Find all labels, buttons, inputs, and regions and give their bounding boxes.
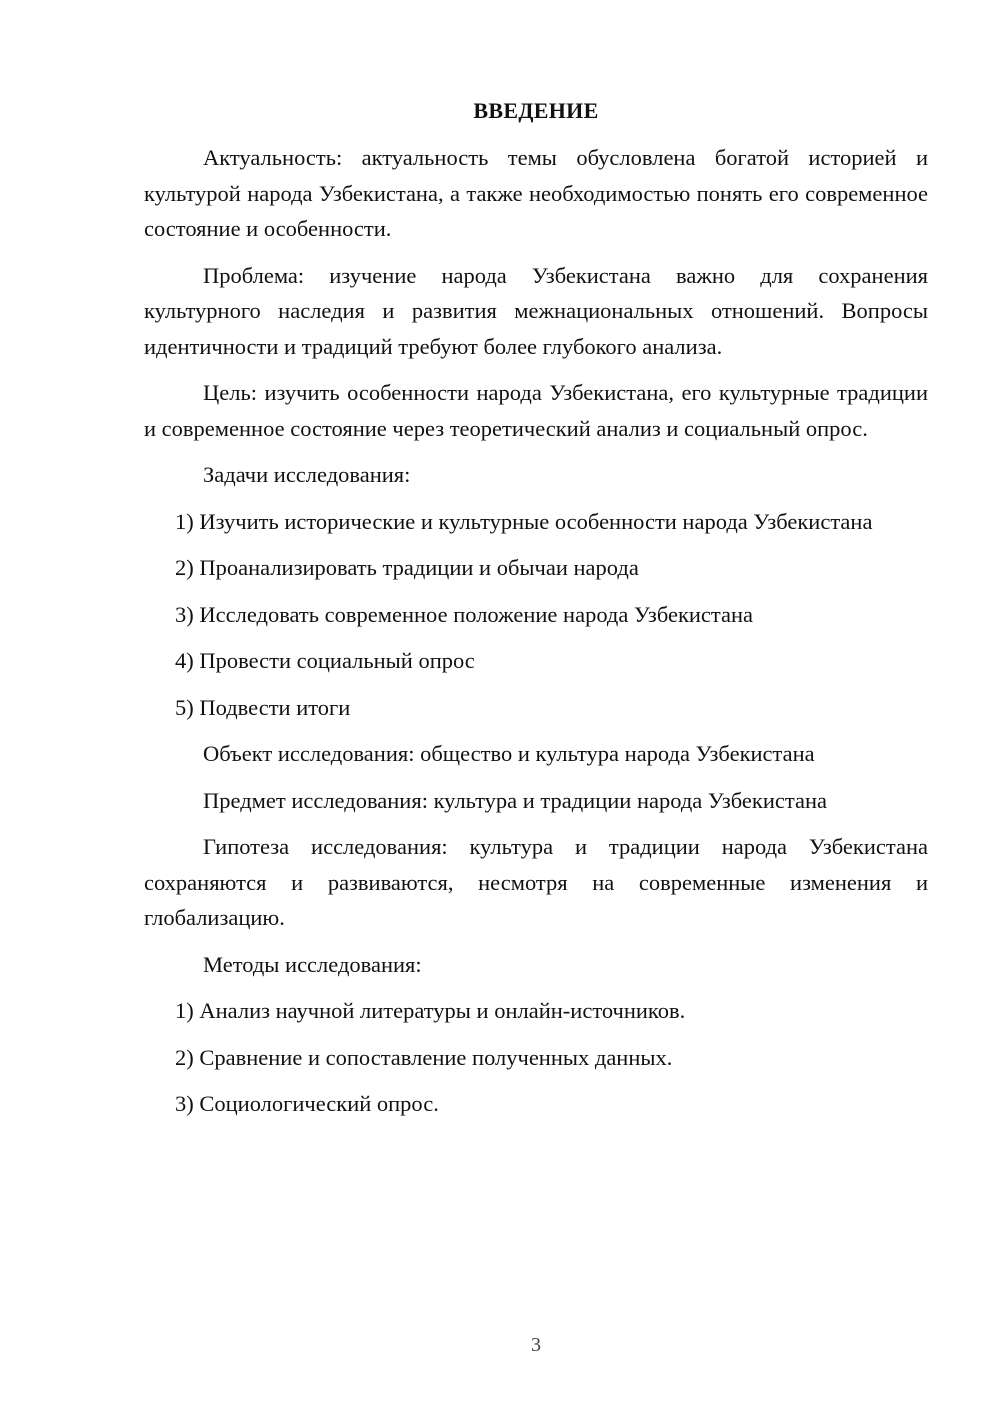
document-body bbox=[144, 96, 928, 1133]
task-item: 2) Проанализировать традиции и обычаи народа bbox=[175, 555, 639, 580]
section-title: ВВЕДЕНИЕ bbox=[473, 98, 599, 123]
goal-paragraph: Цель: изучить особенности народа Узбекистана, его культурные традиции и современное состояние через теоретический анализ и социальный опрос. bbox=[144, 380, 928, 441]
subject-paragraph: Предмет исследования: культура и традиции народа Узбекистана bbox=[203, 787, 827, 813]
hypothesis-paragraph: Гипотеза исследования: культура и традиции народа Узбекистана сохраняются и развиваются, несмотря на современные изменения и глобализацию. bbox=[144, 834, 928, 930]
task-item: 3) Исследовать современное положение народа Узбекистана bbox=[175, 601, 754, 627]
method-item: 3) Социологический опрос. bbox=[175, 1091, 439, 1116]
task-item: 1) Изучить исторические и культурные особенности народа Узбекистана bbox=[175, 508, 873, 534]
task-item: 4) Провести социальный опрос bbox=[175, 648, 475, 673]
tasks-heading: Задачи исследования: bbox=[203, 462, 411, 487]
method-item: 1) Анализ научной литературы и онлайн-источников. bbox=[175, 998, 686, 1023]
task-item: 5) Подвести итоги bbox=[175, 694, 351, 720]
relevance-paragraph: Актуальность: актуальность темы обусловлена богатой историей и культурой народа Узбекистана, а также необходимостью понять его современное состояние и особенности. bbox=[144, 145, 928, 241]
object-paragraph: Объект исследования: общество и культура народа Узбекистана bbox=[203, 741, 815, 766]
problem-paragraph: Проблема: изучение народа Узбекистана важно для сохранения культурного наследия и развития межнациональных отношений. Вопросы идентичности и традиций требуют более глубокого анализа. bbox=[144, 262, 928, 359]
methods-heading: Методы исследования: bbox=[203, 951, 422, 977]
method-item: 2) Сравнение и сопоставление полученных данных. bbox=[175, 1044, 673, 1070]
page-number: 3 bbox=[531, 1334, 541, 1356]
